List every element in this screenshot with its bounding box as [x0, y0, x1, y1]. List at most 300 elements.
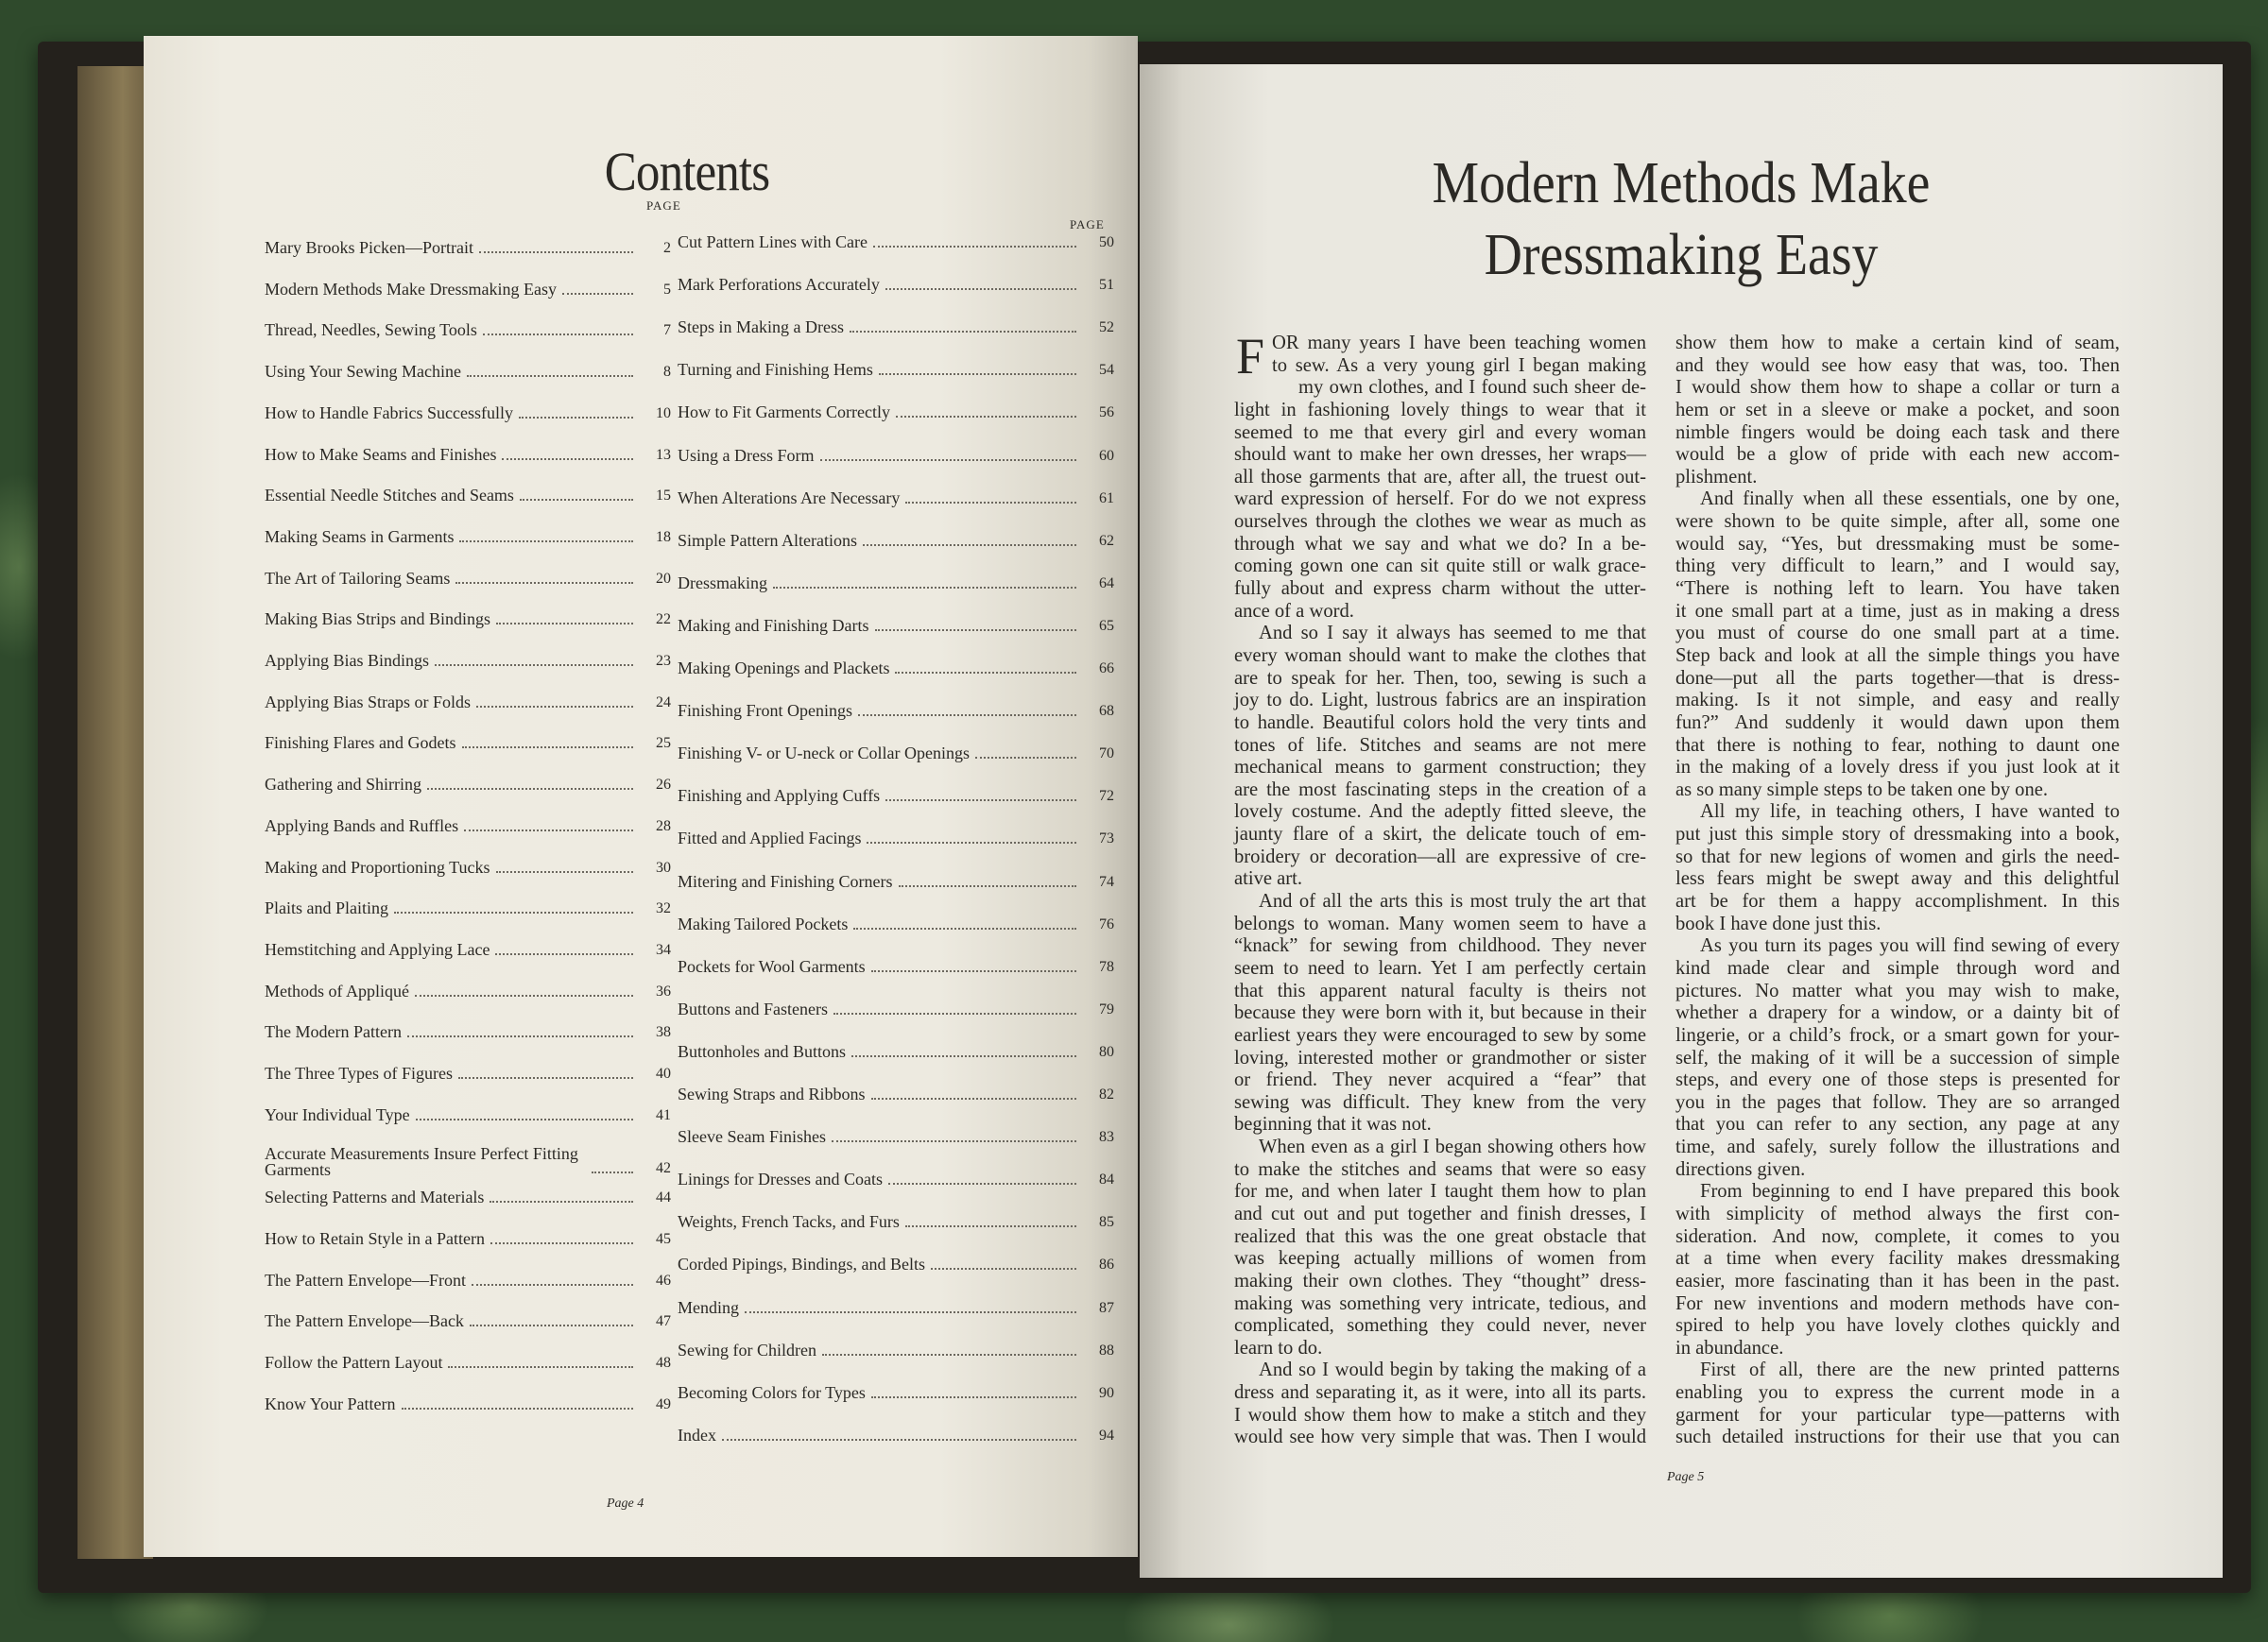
body-text-line: would be a glow of pride with each new accom-	[1675, 444, 2120, 466]
body-text-line: sewing was difficult. They knew from the very	[1234, 1091, 1646, 1113]
toc-entry-title: The Modern Pattern	[265, 1022, 402, 1042]
toc-entry-page: 62	[1099, 532, 1114, 549]
toc-entry-title: How to Handle Fabrics Successfully	[265, 402, 513, 422]
toc-entry-title: Weights, French Tacks, and Furs	[678, 1212, 900, 1232]
body-text-line: earliest years they were encouraged to sew by some	[1234, 1024, 1646, 1046]
toc-entry-title: How to Fit Garments Correctly	[678, 402, 890, 422]
dot-leader	[470, 1325, 633, 1326]
toc-entry	[265, 445, 671, 465]
toc-entry-page: 41	[656, 1106, 671, 1123]
toc-entry-page: 20	[656, 570, 671, 587]
body-text-line: less fears might be swept away and this delightful	[1675, 868, 2120, 890]
toc-entry-title: The Art of Tailoring Seams	[265, 568, 451, 588]
body-text-line: garment for your particular type—patterns with	[1675, 1404, 2120, 1426]
toc-entry-title: Applying Bias Straps or Folds	[265, 692, 472, 711]
toc-entry	[265, 775, 671, 795]
toc-entry-page: 68	[1099, 703, 1114, 720]
toc-entry-title: Fitted and Applied Facings	[678, 829, 862, 848]
toc-entry-page: 87	[1099, 1299, 1114, 1316]
article-title-line-2: Dressmaking Easy	[1484, 223, 1879, 287]
dot-leader	[592, 1172, 633, 1173]
toc-entry-page: 22	[656, 611, 671, 628]
dot-leader	[448, 1366, 633, 1368]
toc-entry-page: 88	[1099, 1342, 1114, 1359]
body-text-line: in abundance.	[1675, 1337, 1784, 1359]
toc-entry-title: Mending	[678, 1297, 739, 1317]
toc-entry	[678, 786, 1114, 806]
toc-entry-title: Essential Needle Stitches and Seams	[265, 486, 514, 505]
toc-entry-title: Finishing V- or U-neck or Collar Openings	[678, 744, 970, 763]
toc-entry	[678, 744, 1114, 763]
dot-leader	[496, 871, 633, 873]
body-text-line: I would show them how to shape a collar or turn a	[1675, 377, 2120, 399]
dot-leader	[832, 1140, 1076, 1142]
dot-leader	[931, 1268, 1076, 1270]
body-text-line: would see how very simple that was. Then I would	[1234, 1427, 1646, 1448]
dot-leader	[490, 1242, 633, 1244]
dot-leader	[851, 1055, 1076, 1057]
dot-leader	[871, 970, 1076, 972]
toc-entry	[678, 1042, 1114, 1062]
toc-entry-title: Gathering and Shirring	[265, 775, 421, 795]
body-text-line: learn to do.	[1234, 1337, 1323, 1359]
toc-entry	[265, 609, 671, 629]
body-text-line: fun?” And suddenly it would dawn upon them	[1675, 711, 2120, 733]
toc-entry-title: The Three Types of Figures	[265, 1064, 454, 1083]
toc-entry-page: 84	[1099, 1172, 1114, 1189]
dot-leader	[502, 458, 633, 460]
toc-entry	[265, 898, 671, 918]
toc-entry-title: Using Your Sewing Machine	[265, 362, 462, 382]
article-title-line-1: Modern Methods Make	[1432, 151, 1931, 215]
body-text-line: First of all, there are the new printed patterns	[1700, 1360, 2120, 1381]
dot-leader	[820, 459, 1077, 461]
toc-entry-title: Mitering and Finishing Corners	[678, 871, 893, 891]
toc-entry	[265, 693, 671, 712]
toc-entry	[265, 527, 671, 547]
dot-leader	[464, 830, 633, 831]
toc-entry-page: 83	[1099, 1129, 1114, 1146]
dot-leader	[879, 373, 1076, 375]
body-text-line: When even as a girl I began showing others how	[1259, 1137, 1646, 1158]
body-text-line: that you can refer to any section, any page at any	[1675, 1114, 2120, 1136]
toc-entry	[678, 1383, 1114, 1403]
toc-entry-title: Modern Methods Make Dressmaking Easy	[265, 279, 557, 299]
dot-leader	[479, 251, 633, 253]
toc-entry	[678, 573, 1114, 593]
toc-entry-title: Plaits and Plaiting	[265, 898, 389, 918]
dot-leader	[895, 672, 1076, 674]
body-text-line: were shown to be quite simple, after all, some one	[1675, 511, 2120, 533]
body-text-line: that this apparent natural faculty is theirs not	[1234, 980, 1646, 1001]
toc-entry-title: Buttons and Fasteners	[678, 999, 828, 1018]
dot-leader	[885, 799, 1076, 801]
body-text-line: jaunty flare of a skirt, the delicate touch of em-	[1234, 824, 1646, 846]
body-text-line: lovely costume. And the adeptly fitted sleeve, the	[1234, 801, 1646, 823]
body-text-line: All my life, in teaching others, I have wanted to	[1700, 801, 2120, 823]
body-text-line: so that for new legions of women and girls the need-	[1675, 846, 2120, 867]
toc-entry	[678, 1170, 1114, 1189]
toc-entry-page: 5	[663, 281, 671, 298]
toc-entry	[678, 232, 1114, 252]
body-text-line: spired to help you have lovely clothes quickly and	[1675, 1315, 2120, 1337]
toc-entry-page: 86	[1099, 1257, 1114, 1274]
toc-entry-page: 74	[1099, 873, 1114, 890]
toc-entry-title: Finishing Flares and Godets	[265, 733, 456, 753]
toc-entry-page: 38	[656, 1024, 671, 1041]
toc-entry	[265, 486, 671, 505]
toc-entry-page: 26	[656, 777, 671, 794]
body-text-line: ance of a word.	[1234, 600, 1354, 622]
toc-entry-page: 85	[1099, 1214, 1114, 1231]
body-text-line: light in fashioning lovely things to wear that it	[1234, 399, 1646, 420]
toc-entry-page: 30	[656, 859, 671, 876]
dot-leader	[873, 246, 1076, 248]
dot-leader	[875, 629, 1077, 631]
toc-entry-title: Making Tailored Pockets	[678, 914, 849, 933]
toc-entry-page: 73	[1099, 830, 1114, 847]
body-text-line: broidery or decoration—all are expressive of cre-	[1234, 846, 1646, 867]
dot-leader	[853, 928, 1076, 930]
toc-entry-title: The Pattern Envelope—Back	[265, 1311, 464, 1331]
toc-entry-page: 24	[656, 693, 671, 710]
dot-leader	[899, 885, 1077, 887]
toc-entry-page: 60	[1099, 447, 1114, 464]
dot-leader	[496, 623, 633, 624]
toc-entry-page: 15	[656, 487, 671, 505]
body-text-line: tones of life. Stitches and seams are not mere	[1234, 734, 1646, 756]
toc-entry-page: 40	[656, 1066, 671, 1082]
toc-entry	[678, 957, 1114, 977]
body-text-line: such detailed instructions for their use that you can	[1675, 1427, 2120, 1448]
dot-leader	[562, 293, 633, 295]
toc-entry-page: 32	[656, 900, 671, 917]
toc-entry-page: 64	[1099, 574, 1114, 591]
toc-entry-page: 44	[656, 1189, 671, 1206]
dot-leader	[427, 788, 633, 790]
body-text-line: coming gown one can sit quite still or walk grace-	[1234, 556, 1646, 577]
toc-entry	[265, 1271, 671, 1291]
body-text-line: with simplicity of method always the first con-	[1675, 1203, 2120, 1224]
toc-entry	[678, 1127, 1114, 1147]
body-text-line: And so I say it always has seemed to me that	[1259, 623, 1646, 644]
body-text-line: complicated, something they could never, never	[1234, 1315, 1646, 1337]
toc-entry-page: 56	[1099, 404, 1114, 421]
body-text-line: and they would see how easy that was, too. Then	[1675, 354, 2120, 376]
toc-entry-title: Linings for Dresses and Coats	[678, 1170, 883, 1189]
dot-leader	[858, 714, 1076, 716]
toc-entry	[678, 488, 1114, 508]
toc-entry-title: Mark Perforations Accurately	[678, 275, 880, 295]
toc-entry-page: 46	[656, 1272, 671, 1289]
body-text-line: whether a drapery for a window, or a dainty bit of	[1675, 1002, 2120, 1024]
toc-entry	[265, 1146, 671, 1178]
toc-entry-page: 51	[1099, 277, 1114, 294]
dot-leader	[722, 1439, 1076, 1441]
dot-leader	[407, 1035, 633, 1037]
toc-entry	[265, 1394, 671, 1414]
body-text-line: to sew. As a very young girl I began making	[1272, 354, 1646, 376]
dot-leader	[850, 331, 1076, 333]
body-text-line: done—put all the parts together—that is dress-	[1675, 667, 2120, 689]
body-text-line: nimble fingers would be doing each task and there	[1675, 421, 2120, 443]
body-text-line: pictures. No matter what you may wish to make,	[1675, 980, 2120, 1001]
toc-entry-title: Making and Proportioning Tucks	[265, 857, 490, 877]
dot-leader	[459, 540, 633, 542]
body-column-right	[1675, 333, 2120, 1449]
dot-leader	[462, 746, 634, 748]
toc-entry	[265, 1229, 671, 1249]
body-text-line: kind made clear and simple through word and	[1675, 957, 2120, 979]
toc-entry-page: 66	[1099, 660, 1114, 676]
toc-entry	[678, 402, 1114, 422]
body-text-line: directions given.	[1675, 1158, 1806, 1180]
dot-leader	[773, 587, 1076, 589]
body-text-line: my own clothes, and I found such sheer de-	[1298, 377, 1646, 399]
toc-entry-page: 34	[656, 941, 671, 958]
toc-entry-page: 76	[1099, 915, 1114, 932]
body-text-line: lingerie, or a child’s frock, or a smart gown for your-	[1675, 1024, 2120, 1046]
body-text-line: show them how to make a certain kind of seam,	[1675, 333, 2120, 353]
body-text-line: realized that this was the one great obstacle that	[1234, 1225, 1646, 1247]
contents-title: Contents	[604, 141, 770, 202]
dot-leader	[435, 664, 633, 666]
toc-entry	[265, 280, 671, 299]
body-text-line: mechanical means to garment construction; they	[1234, 757, 1646, 778]
toc-entry-title: Accurate Measurements Insure Perfect Fitting Garments	[265, 1144, 578, 1180]
toc-entry-page: 42	[656, 1160, 671, 1177]
toc-entry-title: Mary Brooks Picken—Portrait	[265, 238, 473, 257]
body-text-line: thing very difficult to learn,” and I would say,	[1675, 556, 2120, 577]
body-text-line: beginning that it was not.	[1234, 1114, 1432, 1136]
body-text-line: steps, and every one of those steps is presented for	[1675, 1069, 2120, 1091]
toc-entry-page: 82	[1099, 1086, 1114, 1103]
toc-entry-title: Corded Pipings, Bindings, and Belts	[678, 1255, 926, 1274]
toc-entry-page: 90	[1099, 1384, 1114, 1401]
toc-entry	[265, 651, 671, 671]
dot-leader	[495, 953, 633, 955]
toc-entry	[265, 1311, 671, 1331]
toc-entry-title: Finishing Front Openings	[678, 701, 853, 721]
body-text-line: through what we say and what we do? In a be-	[1234, 533, 1646, 555]
toc-entry-page: 79	[1099, 1001, 1114, 1018]
body-text-line: are to speak for her. Then, too, sewing is such a	[1234, 667, 1646, 689]
body-text-line: From beginning to end I have prepared this book	[1700, 1181, 2120, 1203]
toc-entry	[265, 1022, 671, 1042]
body-text-line: enabling you to express the current mode in a	[1675, 1382, 2120, 1404]
dot-leader	[394, 912, 633, 914]
drop-cap: F	[1236, 328, 1265, 385]
dot-leader	[867, 842, 1076, 844]
dot-leader	[490, 1201, 633, 1203]
body-text-line: every woman should want to make the clothes that	[1234, 644, 1646, 666]
body-text-line: ward expression of herself. For do we not express	[1234, 488, 1646, 510]
dot-leader	[455, 582, 633, 584]
body-text-line: for me, and when later I taught them how to plan	[1234, 1181, 1646, 1203]
toc-entry-title: Hemstitching and Applying Lace	[265, 939, 490, 959]
dot-leader	[975, 757, 1076, 759]
toc-entry-title: Methods of Appliqué	[265, 981, 409, 1001]
toc-entry-page: 23	[656, 653, 671, 669]
body-text-line: making their own clothes. They “thought” dress-	[1234, 1270, 1646, 1291]
toc-entry	[678, 446, 1114, 466]
dot-leader	[416, 1119, 633, 1120]
body-text-line: hem or set in a sleeve or make a pocket, and soon	[1675, 399, 2120, 420]
toc-entry	[678, 616, 1114, 636]
toc-entry-title: Pockets for Wool Garments	[678, 956, 866, 976]
toc-entry-page: 50	[1099, 234, 1114, 250]
toc-entry-page: 47	[656, 1313, 671, 1330]
toc-entry-page: 80	[1099, 1043, 1114, 1060]
page-column-header-right: PAGE	[1070, 217, 1105, 231]
toc-entry-title: Making Openings and Plackets	[678, 659, 890, 677]
toc-entry	[678, 701, 1114, 721]
dot-leader	[472, 1284, 633, 1286]
dot-leader	[476, 706, 633, 708]
toc-entry-page: 25	[656, 735, 671, 752]
toc-entry-page: 54	[1099, 362, 1114, 379]
toc-entry-page: 78	[1099, 958, 1114, 975]
dot-leader	[520, 499, 633, 501]
toc-entry	[678, 872, 1114, 892]
toc-entry-title: Steps in Making a Dress	[678, 317, 844, 337]
body-text-line: As you turn its pages you will find sewing of every	[1700, 935, 2120, 957]
dot-leader	[822, 1354, 1076, 1356]
toc-entry-title: Know Your Pattern	[265, 1394, 396, 1413]
toc-entry-page: 18	[656, 528, 671, 545]
toc-entry-title: Thread, Needles, Sewing Tools	[265, 320, 477, 340]
toc-entry	[678, 1212, 1114, 1232]
body-text-line: ative art.	[1234, 868, 1303, 890]
toc-entry-page: 13	[656, 446, 671, 463]
toc-entry	[265, 1188, 671, 1207]
toc-entry-page: 28	[656, 817, 671, 834]
page-number-footer: Page 5	[1667, 1470, 1705, 1484]
toc-entry-title: When Alterations Are Necessary	[678, 487, 901, 507]
toc-entry-title: Buttonholes and Buttons	[678, 1041, 847, 1061]
body-text-line: making was something very intricate, tedious, and	[1234, 1292, 1646, 1314]
dot-leader	[885, 288, 1076, 290]
toc-entry	[678, 915, 1114, 934]
body-text-line: loving, interested mother or grandmother or sister	[1234, 1047, 1646, 1069]
body-text-line: “knack” for sewing from childhood. They never	[1234, 935, 1646, 957]
body-text-line: self, the making of it will be a succession of simple	[1675, 1047, 2120, 1069]
page-number-footer: Page 4	[607, 1497, 644, 1511]
body-text-line: belongs to woman. Many women seem to have a	[1234, 913, 1646, 934]
toc-entry-title: Sewing Straps and Ribbons	[678, 1085, 866, 1103]
toc-entry	[678, 1341, 1114, 1360]
toc-entry-page: 8	[663, 364, 671, 381]
toc-entry	[265, 362, 671, 382]
body-text-line: joy to do. Light, lustrous fabrics are an inspiration	[1234, 690, 1646, 711]
toc-entry	[265, 858, 671, 878]
toc-entry	[265, 569, 671, 589]
contents-page	[144, 36, 1138, 1557]
toc-entry-title: Sleeve Seam Finishes	[678, 1127, 826, 1147]
toc-entry-title: Becoming Colors for Types	[678, 1382, 866, 1402]
dot-leader	[871, 1396, 1076, 1398]
toc-entry-title: Sewing for Children	[678, 1340, 816, 1360]
body-text-line: because they were born with it, but because in their	[1234, 1002, 1646, 1024]
toc-entry	[678, 531, 1114, 551]
toc-entry-title: Dressmaking	[678, 573, 767, 592]
toc-entry	[265, 733, 671, 753]
toc-entry-title: How to Make Seams and Finishes	[265, 444, 497, 464]
toc-entry	[678, 1298, 1114, 1318]
toc-entry	[678, 317, 1114, 337]
body-text-line: ourselves through the clothes we wear as much as	[1234, 511, 1646, 533]
toc-entry	[265, 238, 671, 258]
toc-entry-page: 36	[656, 983, 671, 1000]
body-text-line: should want to make her own dresses, her wraps—	[1234, 444, 1646, 466]
body-text-line: And so I would begin by taking the making of a	[1259, 1360, 1646, 1381]
toc-entry-title: Applying Bands and Ruffles	[265, 815, 459, 835]
toc-entry-title: Applying Bias Bindings	[265, 651, 430, 670]
toc-entry	[265, 816, 671, 836]
toc-entry-page: 70	[1099, 745, 1114, 762]
toc-entry-title: The Pattern Envelope—Front	[265, 1270, 466, 1290]
dot-leader	[871, 1098, 1076, 1100]
toc-entry-page: 10	[656, 404, 671, 421]
body-text-line: I would show them how to make a stitch and they	[1234, 1404, 1646, 1426]
toc-entry-title: Your Individual Type	[265, 1104, 410, 1124]
body-text-line: OR many years I have been teaching women	[1272, 333, 1646, 353]
toc-entry	[678, 829, 1114, 848]
dot-leader	[402, 1408, 633, 1410]
toc-entry-page: 2	[663, 240, 671, 256]
body-column-left	[1234, 328, 1646, 1449]
dot-leader	[519, 417, 633, 419]
body-text-line: was keeping actually millions of women from	[1234, 1248, 1646, 1270]
body-text-line: And of all the arts this is most truly the art that	[1259, 891, 1646, 913]
toc-entry-page: 72	[1099, 788, 1114, 805]
toc-entry	[265, 403, 671, 423]
body-text-line: to handle. Beautiful colors hold the very tints and	[1234, 711, 1646, 733]
body-text-line: are the most fascinating steps in the creation of a	[1234, 778, 1646, 800]
toc-entry-page: 94	[1099, 1427, 1114, 1444]
toc-entry-page: 52	[1099, 319, 1114, 336]
toc-entry-page: 7	[663, 322, 671, 339]
dot-leader	[483, 334, 633, 335]
toc-entry	[678, 1000, 1114, 1019]
dot-leader	[458, 1077, 633, 1079]
toc-entry-title: Making Bias Strips and Bindings	[265, 609, 491, 629]
toc-entry-title: Simple Pattern Alterations	[678, 530, 857, 550]
toc-entry	[678, 659, 1114, 678]
toc-entry-title: Turning and Finishing Hems	[678, 360, 873, 380]
body-text-line: would say, “Yes, but dressmaking must be some-	[1675, 533, 2120, 555]
body-text-line: and cut out and put together and finish dresses, I	[1234, 1203, 1646, 1224]
toc-entry	[678, 360, 1114, 380]
toc-entry	[265, 1105, 671, 1125]
toc-entry-title: Making and Finishing Darts	[678, 615, 869, 635]
toc-entry	[265, 940, 671, 960]
body-text-line: easier, more fascinating than it has been in the past.	[1675, 1270, 2120, 1291]
body-text-line: you must of course do one small part at a time.	[1675, 623, 2120, 644]
body-text-line: in the making of a lovely dress if you just look at it	[1675, 757, 2120, 778]
toc-entry-title: Finishing and Applying Cuffs	[678, 786, 881, 806]
dot-leader	[833, 1013, 1076, 1015]
toc-entry	[678, 1085, 1114, 1104]
body-text-line: seem to need to learn. Yet I am perfectly certain	[1234, 957, 1646, 979]
body-text-line: And finally when all these essentials, one by one,	[1700, 488, 2120, 510]
body-text-line: or friend. They never acquired a “fear” that	[1234, 1069, 1646, 1091]
dot-leader	[896, 416, 1076, 418]
body-text-line: fully about and express charm without the utter-	[1234, 578, 1646, 600]
page-column-header-left: PAGE	[646, 198, 681, 213]
toc-entry	[678, 1255, 1114, 1274]
toc-entry-title: How to Retain Style in a Pattern	[265, 1228, 485, 1248]
